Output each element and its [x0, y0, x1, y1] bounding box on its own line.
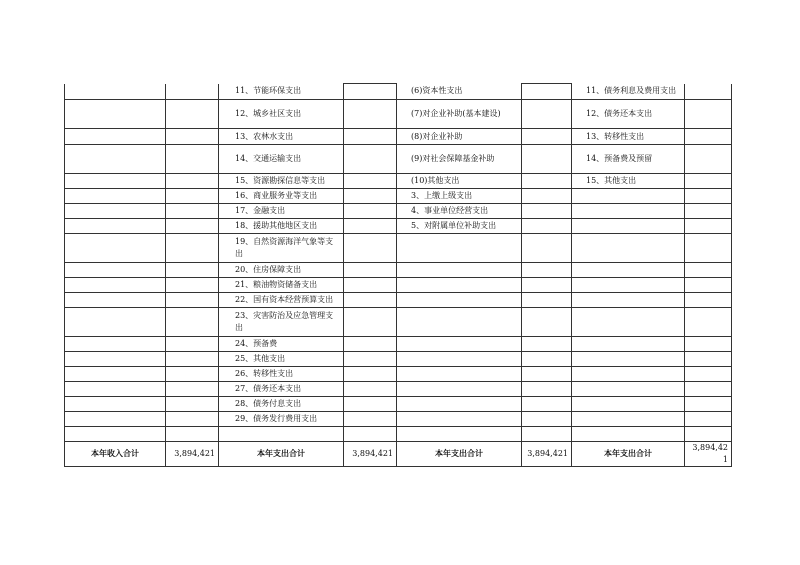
cell [65, 412, 166, 427]
item-label: 29、债务发行费用支出 [219, 412, 344, 427]
cell [522, 278, 572, 293]
table-row [65, 204, 732, 219]
cell [166, 219, 219, 234]
expense-total-label: 本年支出合计 [572, 442, 685, 467]
item-label: 15、其他支出 [572, 174, 685, 189]
item-label: 21、粮油物资储备支出 [219, 278, 344, 293]
cell [166, 263, 219, 278]
table-row [65, 427, 732, 442]
table-row [65, 84, 732, 100]
item-label [572, 263, 685, 278]
table-row [65, 367, 732, 382]
cell [344, 382, 397, 397]
item-label [572, 293, 685, 308]
item-label: 4、事业单位经营支出 [397, 204, 522, 219]
item-label: 14、预备费及预留 [572, 145, 685, 174]
table-row [65, 129, 732, 145]
cell [685, 397, 732, 412]
item-label: 22、国有资本经营预算支出 [219, 293, 344, 308]
table-row [65, 337, 732, 352]
cell [522, 145, 572, 174]
cell [65, 189, 166, 204]
item-label [572, 412, 685, 427]
cell [685, 412, 732, 427]
cell [344, 174, 397, 189]
cell [65, 382, 166, 397]
cell [65, 427, 166, 442]
cell [522, 174, 572, 189]
cell [65, 263, 166, 278]
cell [522, 382, 572, 397]
item-label [397, 352, 522, 367]
cell [522, 367, 572, 382]
cell [685, 174, 732, 189]
cell [344, 367, 397, 382]
item-label: 20、住房保障支出 [219, 263, 344, 278]
item-label [572, 189, 685, 204]
cell [344, 189, 397, 204]
table-row [65, 174, 732, 189]
cell [522, 263, 572, 278]
item-label: (6)资本性支出 [397, 84, 522, 100]
cell [344, 397, 397, 412]
cell [685, 204, 732, 219]
cell [166, 412, 219, 427]
cell [166, 234, 219, 263]
item-label [397, 412, 522, 427]
expense-total-value: 3,894,421 [522, 442, 572, 467]
item-label: 16、商业服务业等支出 [219, 189, 344, 204]
cell [685, 84, 732, 100]
item-label [572, 219, 685, 234]
item-label: 11、节能环保支出 [219, 84, 344, 100]
cell [522, 219, 572, 234]
cell [522, 100, 572, 129]
cell [685, 382, 732, 397]
cell [685, 145, 732, 174]
cell [65, 145, 166, 174]
cell [344, 412, 397, 427]
cell [685, 367, 732, 382]
cell [522, 234, 572, 263]
item-label: (10)其他支出 [397, 174, 522, 189]
cell [344, 427, 397, 442]
cell [522, 293, 572, 308]
item-label: 14、交通运输支出 [219, 145, 344, 174]
item-label: 27、债务还本支出 [219, 382, 344, 397]
cell [166, 174, 219, 189]
item-label: 25、其他支出 [219, 352, 344, 367]
item-label: 13、转移性支出 [572, 129, 685, 145]
cell [685, 189, 732, 204]
item-label: 5、对附属单位补助支出 [397, 219, 522, 234]
cell [166, 337, 219, 352]
item-label [397, 263, 522, 278]
cell [522, 397, 572, 412]
cell [166, 204, 219, 219]
cell [65, 308, 166, 337]
cell [166, 129, 219, 145]
table-row [65, 234, 732, 263]
cell [344, 129, 397, 145]
cell [344, 293, 397, 308]
cell [344, 145, 397, 174]
cell [685, 308, 732, 337]
cell [344, 337, 397, 352]
cell [522, 427, 572, 442]
item-label [397, 278, 522, 293]
item-label [397, 337, 522, 352]
item-label: 24、预备费 [219, 337, 344, 352]
item-label [397, 397, 522, 412]
cell [65, 367, 166, 382]
item-label: (9)对社会保障基金补助 [397, 145, 522, 174]
cell [344, 219, 397, 234]
item-label: 11、债务利息及费用支出 [572, 84, 685, 100]
cell [522, 352, 572, 367]
cell [522, 129, 572, 145]
cell [685, 427, 732, 442]
cell [685, 263, 732, 278]
cell [65, 234, 166, 263]
item-label [397, 308, 522, 337]
item-label [572, 382, 685, 397]
expense-total-value: 3,894,421 [685, 442, 732, 467]
cell [344, 263, 397, 278]
table-row [65, 412, 732, 427]
cell [344, 100, 397, 129]
expense-total-label: 本年支出合计 [219, 442, 344, 467]
budget-table [64, 83, 732, 467]
cell [685, 129, 732, 145]
table-row [65, 189, 732, 204]
item-label [397, 427, 522, 442]
table-row [65, 278, 732, 293]
cell [166, 100, 219, 129]
table-row [65, 382, 732, 397]
cell [65, 352, 166, 367]
cell [166, 367, 219, 382]
expense-total-value: 3,894,421 [344, 442, 397, 467]
cell [65, 293, 166, 308]
cell [522, 84, 572, 100]
item-label [572, 367, 685, 382]
item-label [572, 427, 685, 442]
cell [166, 382, 219, 397]
item-label: 13、农林水支出 [219, 129, 344, 145]
item-label [572, 234, 685, 263]
cell [344, 84, 397, 100]
cell [65, 204, 166, 219]
item-label: 12、债务还本支出 [572, 100, 685, 129]
cell [344, 234, 397, 263]
cell [685, 293, 732, 308]
item-label [572, 308, 685, 337]
cell [166, 397, 219, 412]
table-row [65, 219, 732, 234]
cell [344, 278, 397, 293]
item-label: 26、转移性支出 [219, 367, 344, 382]
item-label: 18、援助其他地区支出 [219, 219, 344, 234]
table-row [65, 352, 732, 367]
cell [522, 204, 572, 219]
cell [65, 174, 166, 189]
cell [344, 308, 397, 337]
table-row [65, 308, 732, 337]
cell [166, 278, 219, 293]
cell [344, 204, 397, 219]
cell [166, 427, 219, 442]
item-label [572, 352, 685, 367]
item-label: 3、上缴上级支出 [397, 189, 522, 204]
expense-total-label: 本年支出合计 [397, 442, 522, 467]
table-row [65, 263, 732, 278]
item-label [219, 427, 344, 442]
cell [166, 293, 219, 308]
cell [166, 189, 219, 204]
cell [522, 412, 572, 427]
cell [166, 352, 219, 367]
item-label [572, 337, 685, 352]
table-row [65, 293, 732, 308]
cell [685, 337, 732, 352]
cell [65, 278, 166, 293]
cell [65, 219, 166, 234]
cell [344, 352, 397, 367]
table-row [65, 397, 732, 412]
cell [166, 145, 219, 174]
cell [65, 129, 166, 145]
income-total-label: 本年收入合计 [65, 442, 166, 467]
cell [522, 337, 572, 352]
item-label: (8)对企业补助 [397, 129, 522, 145]
item-label [572, 204, 685, 219]
cell [685, 278, 732, 293]
cell [65, 100, 166, 129]
cell [166, 308, 219, 337]
cell [65, 337, 166, 352]
table-row [65, 100, 732, 129]
cell [166, 84, 219, 100]
item-label: (7)对企业补助(基本建设) [397, 100, 522, 129]
totals-row [65, 442, 732, 467]
cell [685, 100, 732, 129]
item-label [397, 367, 522, 382]
income-total-value: 3,894,421 [166, 442, 219, 467]
item-label [397, 382, 522, 397]
item-label: 12、城乡社区支出 [219, 100, 344, 129]
item-label [397, 234, 522, 263]
cell [685, 352, 732, 367]
table-row [65, 145, 732, 174]
item-label: 19、自然资源海洋气象等支出 [219, 234, 344, 263]
item-label [397, 293, 522, 308]
item-label [572, 397, 685, 412]
cell [685, 219, 732, 234]
item-label: 15、资源勘探信息等支出 [219, 174, 344, 189]
item-label: 28、债务付息支出 [219, 397, 344, 412]
cell [522, 189, 572, 204]
cell [685, 234, 732, 263]
item-label [572, 278, 685, 293]
cell [65, 397, 166, 412]
item-label: 17、金融支出 [219, 204, 344, 219]
item-label: 23、灾害防治及应急管理支出 [219, 308, 344, 337]
cell [522, 308, 572, 337]
cell [65, 84, 166, 100]
